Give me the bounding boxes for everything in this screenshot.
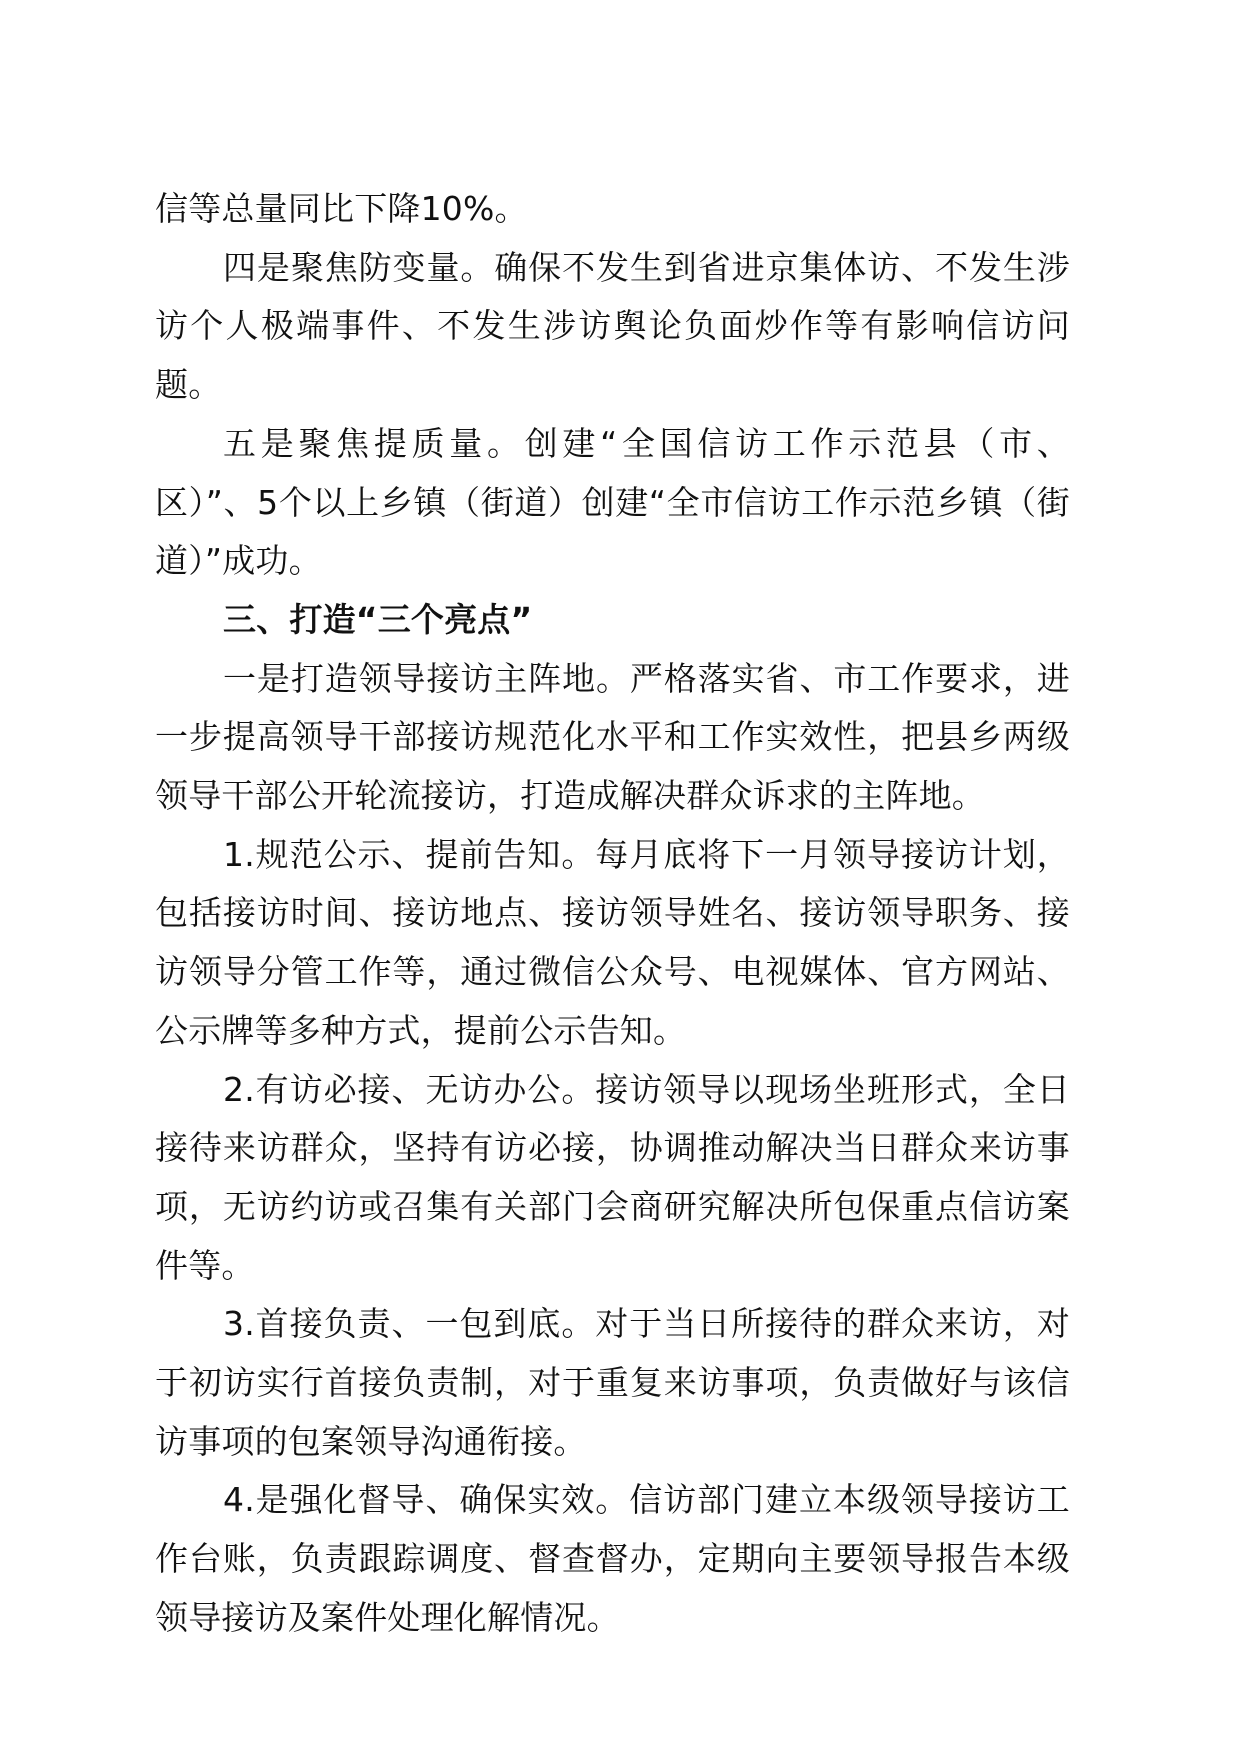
paragraph-continuation: 信等总量同比下降10%。 bbox=[155, 189, 528, 228]
paragraph-item-4: 4.是强化督导、确保实效。信访部门建立本级领导接访工作台账，负责跟踪调度、督查督办，定期向主要领导报告本级领导接访及案件处理化解情况。 bbox=[155, 1480, 1070, 1637]
paragraph-item-1: 1.规范公示、提前告知。每月底将下一月领导接访计划，包括接访时间、接访地点、接访领导姓名、接访领导职务、接访领导分管工作等，通过微信公众号、电视媒体、官方网站、公示牌等多种方式，提前公示告知。 bbox=[155, 834, 1070, 1050]
paragraph-leadership-reception: 一是打造领导接访主阵地。严格落实省、市工作要求，进一步提高领导干部接访规范化水平和工作实效性，把县乡两级领导干部公开轮流接访，打造成解决群众诉求的主阵地。 bbox=[155, 658, 1070, 816]
document-body bbox=[155, 180, 1070, 1648]
paragraph-focus-prevent-change: 四是聚焦防变量。确保不发生到省进京集体访、不发生涉访个人极端事件、不发生涉访舆论负面炒作等有影响信访问题。 bbox=[155, 247, 1070, 405]
paragraph-focus-quality: 五是聚焦提质量。创建“全国信访工作示范县（市、区）”、5个以上乡镇（街道）创建“全市信访工作示范乡镇（街道）”成功。 bbox=[155, 423, 1070, 581]
paragraph-item-3: 3.首接负责、一包到底。对于当日所接待的群众来访，对于初访实行首接负责制，对于重复来访事项，负责做好与该信访事项的包案领导沟通衔接。 bbox=[155, 1304, 1070, 1461]
paragraph-item-2: 2.有访必接、无访办公。接访领导以现场坐班形式，全日接待来访群众，坚持有访必接，协调推动解决当日群众来访事项，无访约访或召集有关部门会商研究解决所包保重点信访案件等。 bbox=[155, 1069, 1070, 1285]
section-heading-three-highlights: 三、打造“三个亮点” bbox=[223, 599, 533, 639]
